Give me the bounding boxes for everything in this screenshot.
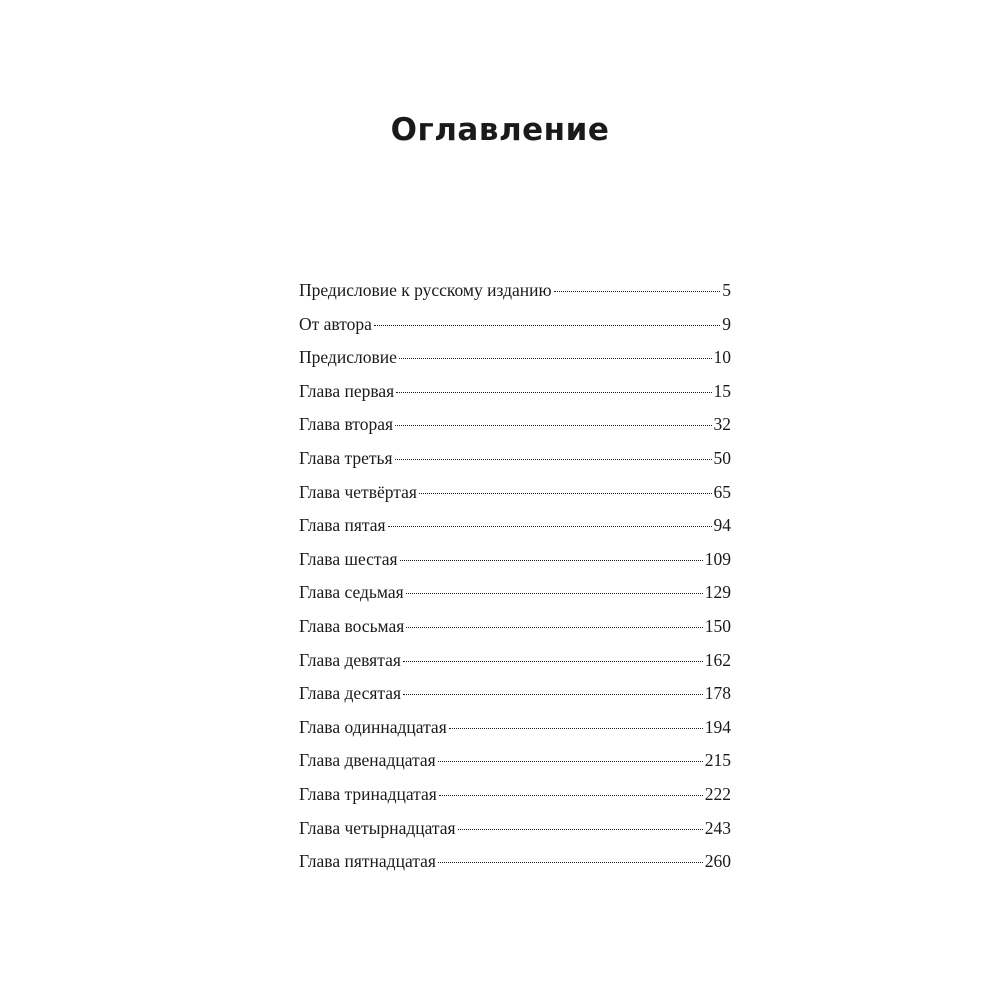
toc-entry	[299, 448, 731, 482]
toc-entry-page: 15	[713, 380, 731, 401]
toc-entry	[299, 549, 731, 583]
toc-entry-page: 260	[704, 851, 731, 872]
toc-entry-page: 222	[704, 783, 731, 804]
toc-entry	[299, 515, 731, 549]
toc-entry	[299, 280, 731, 314]
toc-entry-label: Глава четвёртая	[299, 481, 417, 502]
toc-entry-label: Глава пятнадцатая	[299, 851, 436, 872]
toc-entry	[299, 314, 731, 348]
toc-entry-page: 150	[704, 615, 731, 636]
dot-leader	[406, 627, 702, 628]
toc-entry	[299, 717, 731, 751]
toc-entry	[299, 414, 731, 448]
toc-entry-label: Глава тринадцатая	[299, 783, 437, 804]
dot-leader	[449, 728, 703, 729]
toc-entry-page: 94	[713, 515, 731, 536]
dot-leader	[395, 425, 711, 426]
page-title: Оглавление	[390, 112, 610, 148]
toc-entry-page: 243	[704, 817, 731, 838]
toc-entry-label: Глава первая	[299, 380, 395, 401]
dot-leader	[396, 392, 711, 393]
toc-entry-label: Глава вторая	[299, 414, 394, 435]
table-of-contents	[299, 280, 731, 885]
toc-entry-page: 32	[713, 414, 731, 435]
toc-entry-label: Глава четырнадцатая	[299, 817, 456, 838]
dot-leader	[438, 761, 703, 762]
toc-entry-page: 10	[713, 347, 731, 368]
toc-entry-page: 162	[704, 649, 731, 670]
toc-entry	[299, 750, 731, 784]
dot-leader	[439, 795, 703, 796]
toc-entry	[299, 582, 731, 616]
toc-entry-label: Глава десятая	[299, 683, 402, 704]
dot-leader	[395, 459, 712, 460]
toc-entry-label: Глава пятая	[299, 515, 386, 536]
toc-entry-page: 215	[704, 750, 731, 771]
toc-entry-page: 194	[704, 716, 731, 737]
dot-leader	[438, 862, 703, 863]
dot-leader	[374, 325, 720, 326]
dot-leader	[458, 829, 703, 830]
toc-entry-label: Глава седьмая	[299, 582, 404, 603]
toc-entry-page: 65	[713, 481, 731, 502]
dot-leader	[399, 358, 712, 359]
toc-entry	[299, 381, 731, 415]
toc-entry	[299, 683, 731, 717]
toc-entry-page: 50	[713, 447, 731, 468]
toc-entry	[299, 616, 731, 650]
dot-leader	[388, 526, 712, 527]
toc-entry	[299, 347, 731, 381]
toc-entry-label: Глава восьмая	[299, 615, 405, 636]
toc-entry-page: 9	[722, 313, 731, 334]
dot-leader	[419, 493, 712, 494]
toc-entry	[299, 482, 731, 516]
dot-leader	[406, 593, 703, 594]
toc-entry-page: 5	[722, 280, 731, 300]
toc-entry-label: Глава двенадцатая	[299, 750, 436, 771]
toc-entry-page: 129	[704, 582, 731, 603]
toc-entry-label: Глава девятая	[299, 649, 401, 670]
toc-entry-label: Глава третья	[299, 447, 393, 468]
toc-entry	[299, 650, 731, 684]
toc-entry-page: 178	[704, 683, 731, 704]
dot-leader	[400, 560, 703, 561]
toc-entry-label: Глава одиннадцатая	[299, 716, 447, 737]
toc-entry-label: Предисловие к русскому изданию	[299, 280, 552, 300]
toc-entry	[299, 851, 731, 885]
toc-entry-label: Предисловие	[299, 347, 397, 368]
toc-entry	[299, 818, 731, 852]
toc-entry-page: 109	[704, 548, 731, 569]
dot-leader	[554, 291, 721, 292]
dot-leader	[403, 694, 703, 695]
toc-entry-label: Глава шестая	[299, 548, 398, 569]
toc-entry	[299, 784, 731, 818]
toc-entry-label: От автора	[299, 313, 372, 334]
dot-leader	[403, 661, 703, 662]
